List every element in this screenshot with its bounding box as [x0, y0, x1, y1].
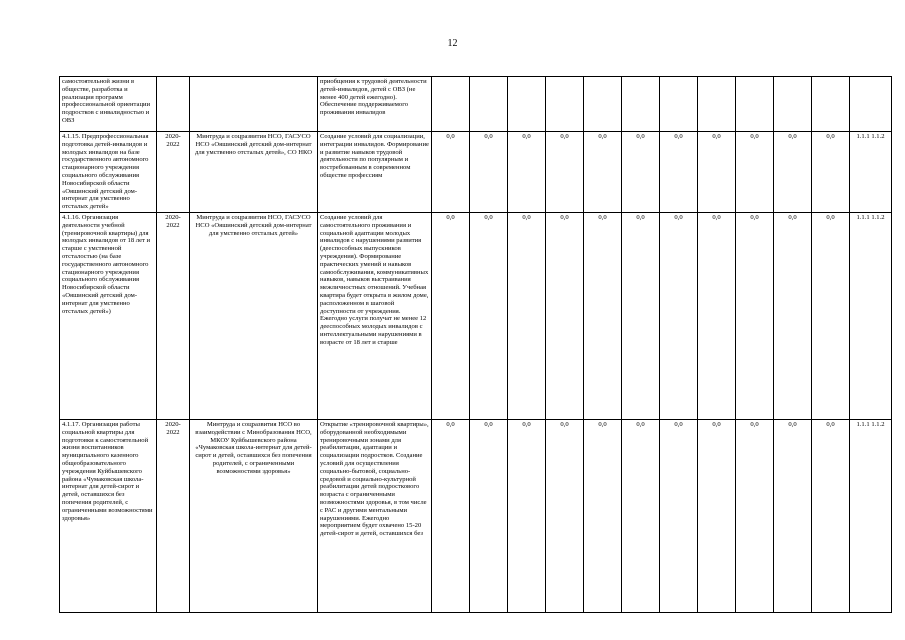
- years-cell: [157, 77, 190, 132]
- value-cell: [508, 77, 546, 132]
- value-cell: 0,0: [432, 212, 470, 419]
- table-row: [60, 132, 892, 213]
- value-cell: 0,0: [812, 132, 850, 213]
- value-cell: 0,0: [432, 132, 470, 213]
- page-number: 12: [447, 38, 458, 49]
- executor-cell: [190, 77, 318, 132]
- value-cell: 0,0: [698, 212, 736, 419]
- value-cell: [546, 77, 584, 132]
- years-cell: 2020-2022: [157, 419, 190, 612]
- value-cell: 0,0: [698, 132, 736, 213]
- value-cell: [698, 77, 736, 132]
- value-cell: 0,0: [508, 419, 546, 612]
- value-cell: 0,0: [508, 212, 546, 419]
- value-cell: [622, 77, 660, 132]
- value-cell: 0,0: [584, 132, 622, 213]
- value-cell: [584, 77, 622, 132]
- value-cell: 0,0: [660, 132, 698, 213]
- value-cell: 0,0: [736, 419, 774, 612]
- value-cell: 0,0: [736, 132, 774, 213]
- value-cell: 0,0: [660, 419, 698, 612]
- value-cell: [774, 77, 812, 132]
- executor-cell: Минтруда и соцразвития НСО, ГАСУСО НСО «Ояшинский детский дом-интернат для умственно отсталых детей», СО НКО: [190, 132, 318, 213]
- event-cell: самостоятельной жизни в обществе, разработка и реализация программ профессиональной ориентации подростков с инвалидностью и ОВЗ: [60, 77, 157, 132]
- value-cell: 0,0: [470, 212, 508, 419]
- value-cell: 0,0: [546, 212, 584, 419]
- indicator-cell: [850, 77, 892, 132]
- event-cell: 4.1.17. Организация работы социальной квартиры для подготовки к самостоятельной жизни воспитанников муниципального казенного общеобразовательного учреждения Куйбышевского района «Чумаковская школа-интернат для детей-сирот и детей, оставшихся без попечения родителей, с ограниченными возможностями здоровья»: [60, 419, 157, 612]
- value-cell: 0,0: [622, 212, 660, 419]
- indicator-cell: 1.1.1 1.1.2: [850, 132, 892, 213]
- result-cell: приобщения к трудовой деятельности детей-инвалидов, детей с ОВЗ (не менее 400 детей ежегодно). Обеспечение поддерживаемого проживания инвалидов: [318, 77, 432, 132]
- indicator-cell: 1.1.1 1.1.2: [850, 212, 892, 419]
- executor-cell: Минтруда и соцразвития НСО во взаимодействии с Минобразования НСО, МКОУ Куйбышевского района «Чумаковская школа-интернат для детей-сирот и детей, оставшихся без попечения родителей, с ограниченными возможностями здоровья»: [190, 419, 318, 612]
- value-cell: 0,0: [432, 419, 470, 612]
- result-cell: Открытие «тренировочной квартиры», оборудованной необходимыми тренировочными зонами для реабилитации, адаптации и социализации подростков. Создание условий для осуществления социально-бытовой, социально-средовой и социально-культурной реабилитации детей подросткового возраста с ограниченными возможностями здоровья, в том числе с РАС и другими ментальными нарушениями. Ежегодно мероприятием будет охвачено 15-20 детей-сирот и детей, оставшихся без: [318, 419, 432, 612]
- indicator-cell: 1.1.1 1.1.2: [850, 419, 892, 612]
- table-row: [60, 77, 892, 132]
- value-cell: 0,0: [660, 212, 698, 419]
- years-cell: 2020-2022: [157, 132, 190, 213]
- value-cell: [660, 77, 698, 132]
- result-cell: Создание условий для социализации, интеграции инвалидов. Формирование и развитие навыков трудовой деятельности по популярным и востребованным в современном обществе профессиям: [318, 132, 432, 213]
- program-activities-table: [59, 76, 892, 613]
- value-cell: 0,0: [774, 132, 812, 213]
- value-cell: 0,0: [622, 132, 660, 213]
- value-cell: 0,0: [812, 419, 850, 612]
- value-cell: 0,0: [736, 212, 774, 419]
- value-cell: 0,0: [546, 419, 584, 612]
- table-row: [60, 212, 892, 419]
- value-cell: 0,0: [546, 132, 584, 213]
- result-cell: Создание условий для самостоятельного проживания и социальной адаптации молодых инвалидов с нарушениями развития (дееспособных выпускников учреждения). Формирование практических умений и навыков самообслуживания, коммуникативных навыков, навыков выстраивания межличностных отношений. Учебная квартира будет открыта в жилом доме, расположенном в шаговой доступности от учреждения. Ежегодно услуги получат не менее 12 дееспособных молодых инвалидов с интеллектуальными нарушениями в возрасте от 18 лет и старше: [318, 212, 432, 419]
- value-cell: 0,0: [584, 212, 622, 419]
- value-cell: 0,0: [774, 419, 812, 612]
- years-cell: 2020-2022: [157, 212, 190, 419]
- value-cell: 0,0: [622, 419, 660, 612]
- value-cell: 0,0: [470, 419, 508, 612]
- executor-cell: Минтруда и соцразвития НСО, ГАСУСО НСО «Ояшинский детский дом-интернат для умственно отсталых детей»: [190, 212, 318, 419]
- table-row: [60, 419, 892, 612]
- event-cell: 4.1.15. Предпрофессиональная подготовка детей-инвалидов и молодых инвалидов на базе государственного автономного стационарного учреждения социального обслуживания Новосибирской области «Ояшинский детский дом-интернат для умственно отсталых детей»: [60, 132, 157, 213]
- value-cell: 0,0: [698, 419, 736, 612]
- value-cell: [432, 77, 470, 132]
- value-cell: 0,0: [508, 132, 546, 213]
- value-cell: [470, 77, 508, 132]
- value-cell: 0,0: [812, 212, 850, 419]
- value-cell: 0,0: [774, 212, 812, 419]
- value-cell: 0,0: [584, 419, 622, 612]
- value-cell: 0,0: [470, 132, 508, 213]
- value-cell: [736, 77, 774, 132]
- value-cell: [812, 77, 850, 132]
- event-cell: 4.1.16. Организация деятельности учебной (тренировочной квартиры) для молодых инвалидов от 18 лет и старше с умственной отсталостью (на базе государственного автономного стационарного учреждения социального обслуживания Новосибирской области «Ояшинский детский дом-интернат для умственно отсталых детей»): [60, 212, 157, 419]
